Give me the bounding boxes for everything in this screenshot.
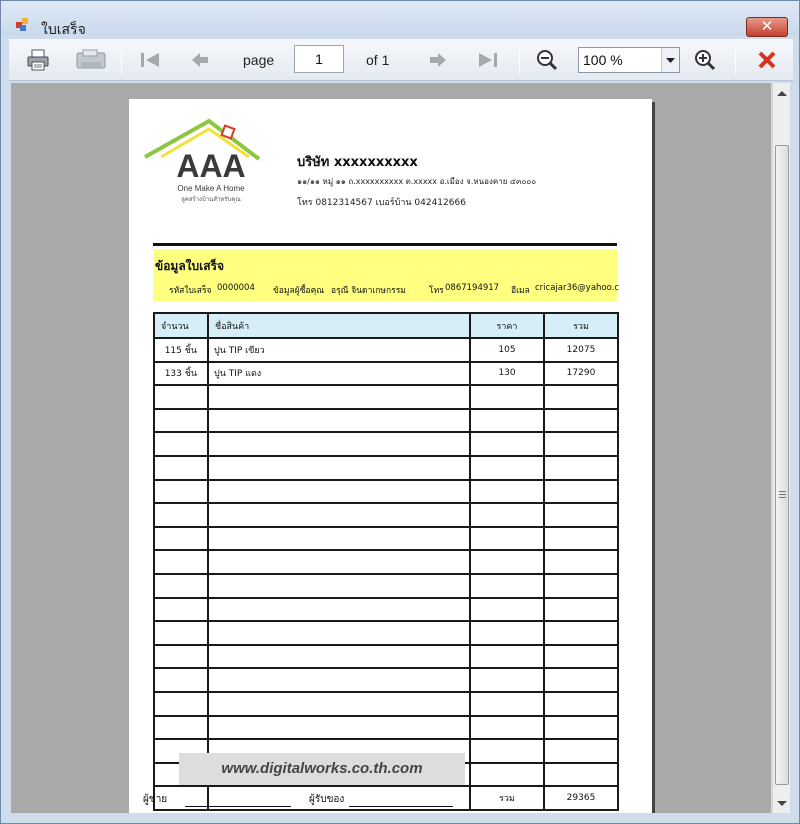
item-price: 105 (470, 338, 544, 362)
receiver-label: ผู้รับของ (309, 794, 345, 805)
toolbar-separator (121, 47, 122, 73)
company-logo (139, 107, 261, 207)
empty-row (154, 409, 618, 433)
last-page-button[interactable] (475, 45, 501, 75)
last-page-icon (477, 51, 499, 69)
scroll-up-icon[interactable] (777, 91, 787, 96)
title-bar[interactable] (1, 1, 799, 38)
zoom-in-icon (693, 48, 717, 72)
customer-name: อรุณี จินดาเกษกรรม (331, 286, 406, 296)
empty-row (154, 432, 618, 456)
zoom-select[interactable] (578, 47, 680, 73)
empty-row (154, 456, 618, 480)
window-close-button[interactable]: ✕ (746, 17, 788, 37)
watermark: www.digitalworks.co.th.com (179, 753, 465, 785)
empty-row (154, 621, 618, 645)
toolbar-separator (735, 47, 736, 73)
print-icon (26, 48, 50, 72)
toolbar-separator (519, 47, 520, 73)
page-number-input[interactable]: 1 (294, 45, 344, 73)
empty-row (154, 480, 618, 504)
page-label: page (243, 52, 275, 68)
company-phone: โทร 0812314567 เบอร์บ้าน 042412666 (297, 198, 466, 208)
zoom-out-button[interactable] (533, 45, 561, 75)
close-preview-button[interactable] (753, 45, 781, 75)
empty-row (154, 598, 618, 622)
empty-row (154, 385, 618, 409)
zoom-value: 100 % (583, 52, 623, 68)
table-row (154, 338, 618, 362)
item-total: 12075 (544, 338, 618, 362)
customer-phone: 0867194917 (445, 283, 500, 293)
sum-label: รวม (470, 786, 544, 810)
receipt-info-box (153, 249, 620, 301)
print-button[interactable] (23, 45, 53, 75)
page-setup-button[interactable] (73, 45, 109, 75)
receipt-info-title: ข้อมูลใบเสร็จ (155, 259, 225, 273)
zoom-in-button[interactable] (691, 45, 719, 75)
company-address: ๑๑/๑๑ หมู่ ๑๑ ถ.xxxxxxxxxx ต.xxxxx อ.เมือง จ.หนองคาย ๔๓๐๐๐ (297, 177, 537, 186)
price-header: ราคา (470, 313, 544, 338)
customer-label: ข้อมูลผู้ซื้อคุณ (273, 286, 325, 296)
previous-page-icon (190, 51, 210, 69)
table-header-row (154, 313, 618, 338)
scroll-down-icon[interactable] (777, 801, 787, 806)
window-title: ใบเสร็จ (41, 22, 86, 38)
page-setup-icon (75, 48, 107, 72)
next-page-button[interactable] (425, 45, 451, 75)
sum-value: 29365 (544, 786, 618, 810)
empty-row (154, 527, 618, 551)
empty-row (154, 716, 618, 740)
receipt-number-label: รหัสใบเสร็จ (169, 286, 212, 296)
receipt-number: 0000004 (217, 283, 255, 293)
item-name: ปูน TIP แดง (208, 362, 470, 386)
first-page-icon (139, 51, 161, 69)
empty-row (154, 550, 618, 574)
first-page-button[interactable] (137, 45, 163, 75)
next-page-icon (428, 51, 448, 69)
preview-area[interactable] (11, 83, 771, 813)
name-header: ชื่อสินค้า (208, 313, 470, 338)
items-table (153, 312, 619, 811)
customer-email: cricajar36@yahoo.c (535, 283, 620, 293)
item-name: ปูน TIP เขียว (208, 338, 470, 362)
item-qty: 115 ชิ้น (154, 338, 208, 362)
empty-row (154, 503, 618, 527)
grip-icon (779, 491, 786, 498)
app-icon (15, 16, 31, 32)
toolbar (9, 39, 793, 81)
empty-row (154, 668, 618, 692)
table-row (154, 362, 618, 386)
close-preview-icon (756, 49, 778, 71)
total-header: รวม (544, 313, 618, 338)
page-count-label: of 1 (366, 52, 390, 68)
header-divider (153, 243, 617, 246)
logo-text: AAA (176, 148, 246, 184)
receiver-signature-line (349, 806, 453, 807)
item-total: 17290 (544, 362, 618, 386)
receipt-page (129, 99, 652, 813)
empty-row (154, 574, 618, 598)
seller-signature-line (185, 806, 291, 807)
logo-subtagline: ลูคสร้างบ้านสำหรับคุณ (181, 196, 241, 203)
item-price: 130 (470, 362, 544, 386)
logo-tagline: One Make A Home (177, 184, 245, 193)
zoom-out-icon (535, 48, 559, 72)
scroll-thumb[interactable] (775, 145, 789, 785)
item-qty: 133 ชิ้น (154, 362, 208, 386)
company-name: บริษัท xxxxxxxxxx (297, 155, 418, 170)
qty-header: จำนวน (154, 313, 208, 338)
empty-row (154, 645, 618, 669)
email-label: อีเมล (511, 286, 530, 296)
vertical-scrollbar[interactable] (772, 83, 790, 813)
chevron-down-icon[interactable] (661, 48, 679, 72)
empty-row (154, 692, 618, 716)
customer-phone-label: โทร (429, 286, 444, 296)
seller-label: ผู้ขาย (143, 794, 168, 805)
previous-page-button[interactable] (187, 45, 213, 75)
